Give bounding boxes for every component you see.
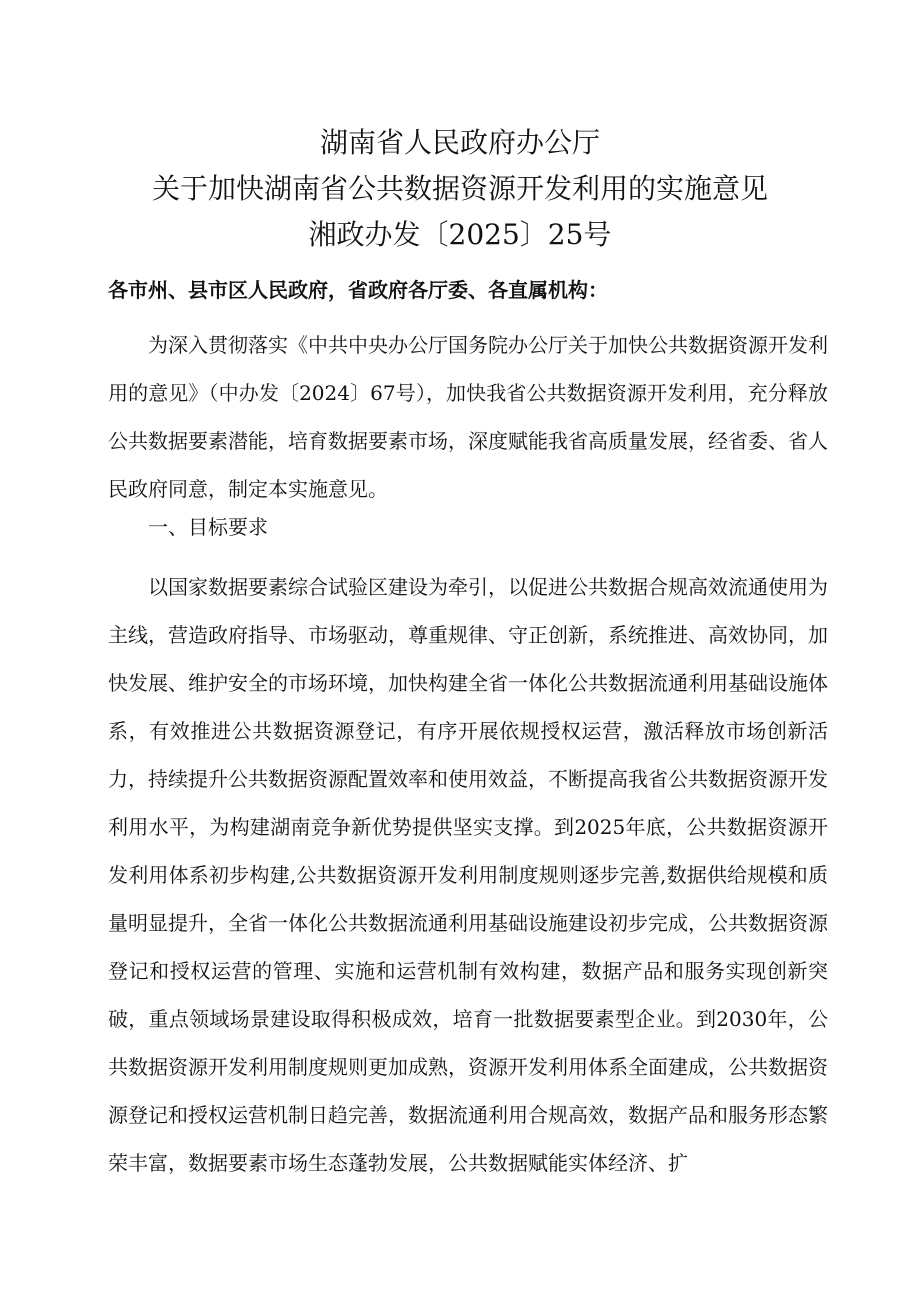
goals-paragraph: 以国家数据要素综合试验区建设为牵引，以促进公共数据合规高效流通使用为主线，营造政府指导、市场驱动，尊重规律、守正创新，系统推进、高效协同，加快发展、维护安全的市场环境，加快构建全省一体化公共数据流通利用基础设施体系，有效推进公共数据资源登记，有序开展依规授权运营，激活释放市场创新活力，持续提升公共数据资源配置效率和使用效益，不断提高我省公共数据资源开发利用水平，为构建湖南竞争新优势提供坚实支撑。到2025年底，公共数据资源开发利用体系初步构建,公共数据资源开发利用制度规则逐步完善,数据供给规模和质量明显提升，全省一体化公共数据流通利用基础设施建设初步完成，公共数据资源登记和授权运营的管理、实施和运营机制有效构建，数据产品和服务实现创新突破，重点领域场景建设取得积极成效，培育一批数据要素型企业。到2030年，公共数据资源开发利用制度规则更加成熟，资源开发利用体系全面建成，公共数据资源登记和授权运营机制日趋完善，数据流通利用合规高效，数据产品和服务形态繁荣丰富，数据要素市场生态蓬勃发展，公共数据赋能实体经济、扩: [108, 575, 828, 1175]
document-number: 湘政办发〔2025〕25号: [308, 218, 612, 251]
section-heading-goals: 一、目标要求: [148, 515, 268, 539]
issuing-authority-title: 湖南省人民政府办公厅: [319, 126, 600, 159]
intro-paragraph: 为深入贯彻落实《中共中央办公厅国务院办公厅关于加快公共数据资源开发利用的意见》（中办发〔2024〕67号），加快我省公共数据资源开发利用，充分释放公共数据要素潜能，培育数据要素市场，深度赋能我省高质量发展，经省委、省人民政府同意，制定本实施意见。: [108, 333, 828, 501]
document-subject-title: 关于加快湖南省公共数据资源开发利用的实施意见: [151, 172, 768, 205]
addressee-line: 各市州、县市区人民政府，省政府各厅委、各直属机构：: [108, 278, 608, 302]
document-title-block: [0, 120, 920, 258]
